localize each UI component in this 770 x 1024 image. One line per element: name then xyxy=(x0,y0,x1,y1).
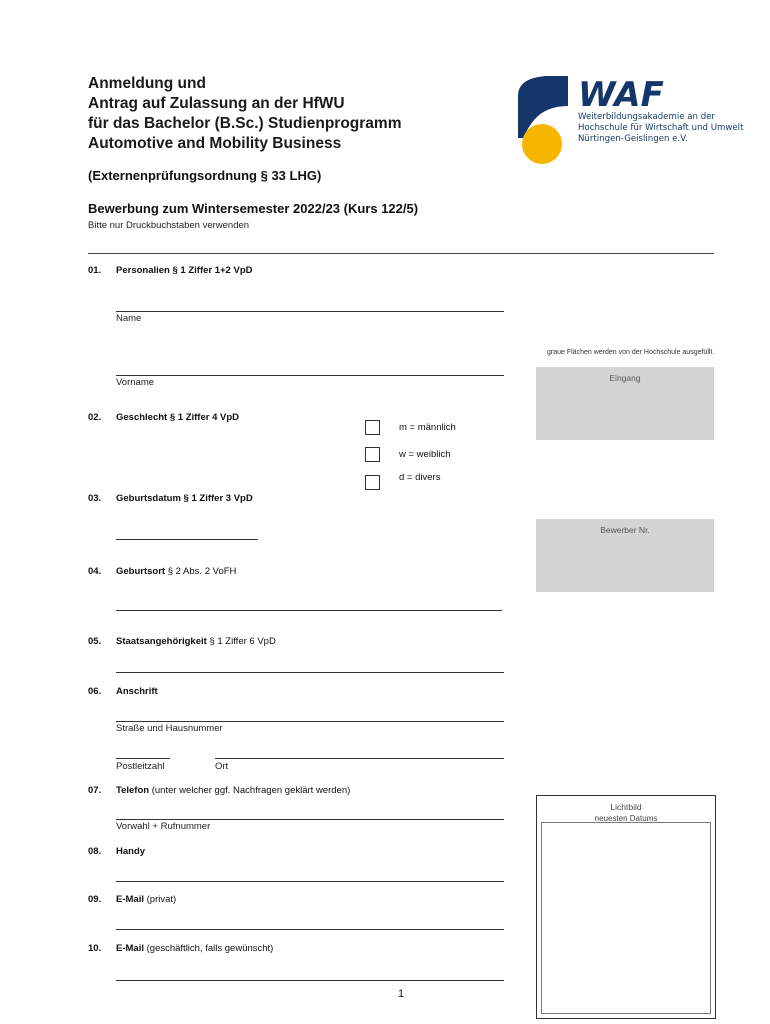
ort-field[interactable] xyxy=(215,758,504,759)
section-label-rest: § 2 Abs. 2 VoFH xyxy=(165,566,237,577)
title-line: für das Bachelor (B.Sc.) Studienprogramm xyxy=(88,115,402,132)
logo-line: Weiterbildungsakademie an der xyxy=(578,112,715,122)
photo-box[interactable] xyxy=(536,795,716,1019)
strasse-caption: Straße und Hausnummer xyxy=(116,723,223,734)
logo-line: Hochschule für Wirtschaft und Umwelt xyxy=(578,123,744,133)
section-number: 06. xyxy=(88,686,102,697)
section-label-bold: E-Mail xyxy=(116,894,144,905)
gray-area-note: graue Flächen werden von der Hochschule ausgefüllt. xyxy=(547,349,715,356)
logo-yellow-circle xyxy=(522,124,562,164)
section-label xyxy=(116,894,176,905)
section-number: 09. xyxy=(88,894,102,905)
photo-frame xyxy=(541,822,711,1014)
section-number: 01. xyxy=(88,265,102,276)
logo-subtext xyxy=(578,112,743,145)
section-number: 04. xyxy=(88,566,102,577)
eingang-label: Eingang xyxy=(609,373,641,383)
section-number: 08. xyxy=(88,846,102,857)
section-number: 02. xyxy=(88,412,102,423)
section-label xyxy=(116,636,276,647)
eingang-box xyxy=(536,367,714,440)
section-label-rest: (privat) xyxy=(143,894,177,905)
bewerber-nr-label: Bewerber Nr. xyxy=(600,525,650,535)
staatsangehoerigkeit-field[interactable] xyxy=(116,672,504,673)
section-number: 03. xyxy=(88,493,102,504)
section-label-bold: Staatsangehörigkeit xyxy=(116,636,207,647)
gender-option-label: w = weiblich xyxy=(399,449,451,460)
title-line: Anmeldung und xyxy=(88,75,206,92)
gender-option-label: d = divers xyxy=(399,472,441,483)
section-number: 05. xyxy=(88,636,102,647)
vorname-caption: Vorname xyxy=(116,377,155,388)
plz-field[interactable] xyxy=(116,758,170,759)
gender-option-label: m = männlich xyxy=(399,422,456,433)
section-label: Geschlecht § 1 Ziffer 4 VpD xyxy=(116,412,240,423)
email-geschaeftlich-field[interactable] xyxy=(116,980,504,981)
geburtsort-field[interactable] xyxy=(116,610,502,611)
gender-checkbox-m[interactable] xyxy=(365,420,380,435)
strasse-field[interactable] xyxy=(116,721,504,722)
gender-checkbox-d[interactable] xyxy=(365,475,380,490)
section-label xyxy=(116,785,350,796)
form-title xyxy=(88,74,402,154)
section-label xyxy=(116,566,236,577)
telefon-field[interactable] xyxy=(116,819,504,820)
section-number: 07. xyxy=(88,785,102,796)
logo-wordmark: WAF xyxy=(578,75,664,115)
handy-field[interactable] xyxy=(116,881,504,882)
section-number: 10. xyxy=(88,943,102,954)
name-field[interactable] xyxy=(116,311,504,312)
section-label xyxy=(116,943,273,954)
title-line: Antrag auf Zulassung an der HfWU xyxy=(88,95,345,112)
photo-sublabel: neuesten Datums xyxy=(594,814,658,823)
logo-line: Nürtingen-Geislingen e.V. xyxy=(578,134,688,144)
bewerber-nr-box xyxy=(536,519,714,592)
plz-caption: Postleitzahl xyxy=(116,761,165,772)
section-label-rest: (unter welcher ggf. Nachfragen geklärt werden) xyxy=(149,785,351,796)
section-label: Anschrift xyxy=(116,686,158,697)
print-hint: Bitte nur Druckbuchstaben verwenden xyxy=(88,220,250,231)
geburtsdatum-field[interactable] xyxy=(116,539,258,540)
section-label-bold: Telefon xyxy=(116,785,150,796)
section-label-rest: § 1 Ziffer 6 VpD xyxy=(206,636,276,647)
semester-heading: Bewerbung zum Wintersemester 2022/23 (Kurs 122/5) xyxy=(88,201,419,216)
gender-checkbox-w[interactable] xyxy=(365,447,380,462)
name-caption: Name xyxy=(116,313,142,324)
form-subtitle: (Externenprüfungsordnung § 33 LHG) xyxy=(88,168,322,183)
header-divider xyxy=(88,253,714,254)
section-label: Personalien § 1 Ziffer 1+2 VpD xyxy=(116,265,253,276)
telefon-caption: Vorwahl + Rufnummer xyxy=(116,821,211,832)
email-privat-field[interactable] xyxy=(116,929,504,930)
photo-label: Lichtbild xyxy=(610,802,642,812)
title-line: Automotive and Mobility Business xyxy=(88,135,342,152)
section-label: Geburtsdatum § 1 Ziffer 3 VpD xyxy=(116,493,253,504)
ort-caption: Ort xyxy=(215,761,229,772)
section-label-bold: E-Mail xyxy=(116,943,144,954)
page-number: 1 xyxy=(398,988,405,1000)
section-label: Handy xyxy=(116,846,146,857)
vorname-field[interactable] xyxy=(116,375,504,376)
section-label-rest: (geschäftlich, falls gewünscht) xyxy=(143,943,274,954)
section-label-bold: Geburtsort xyxy=(116,566,166,577)
